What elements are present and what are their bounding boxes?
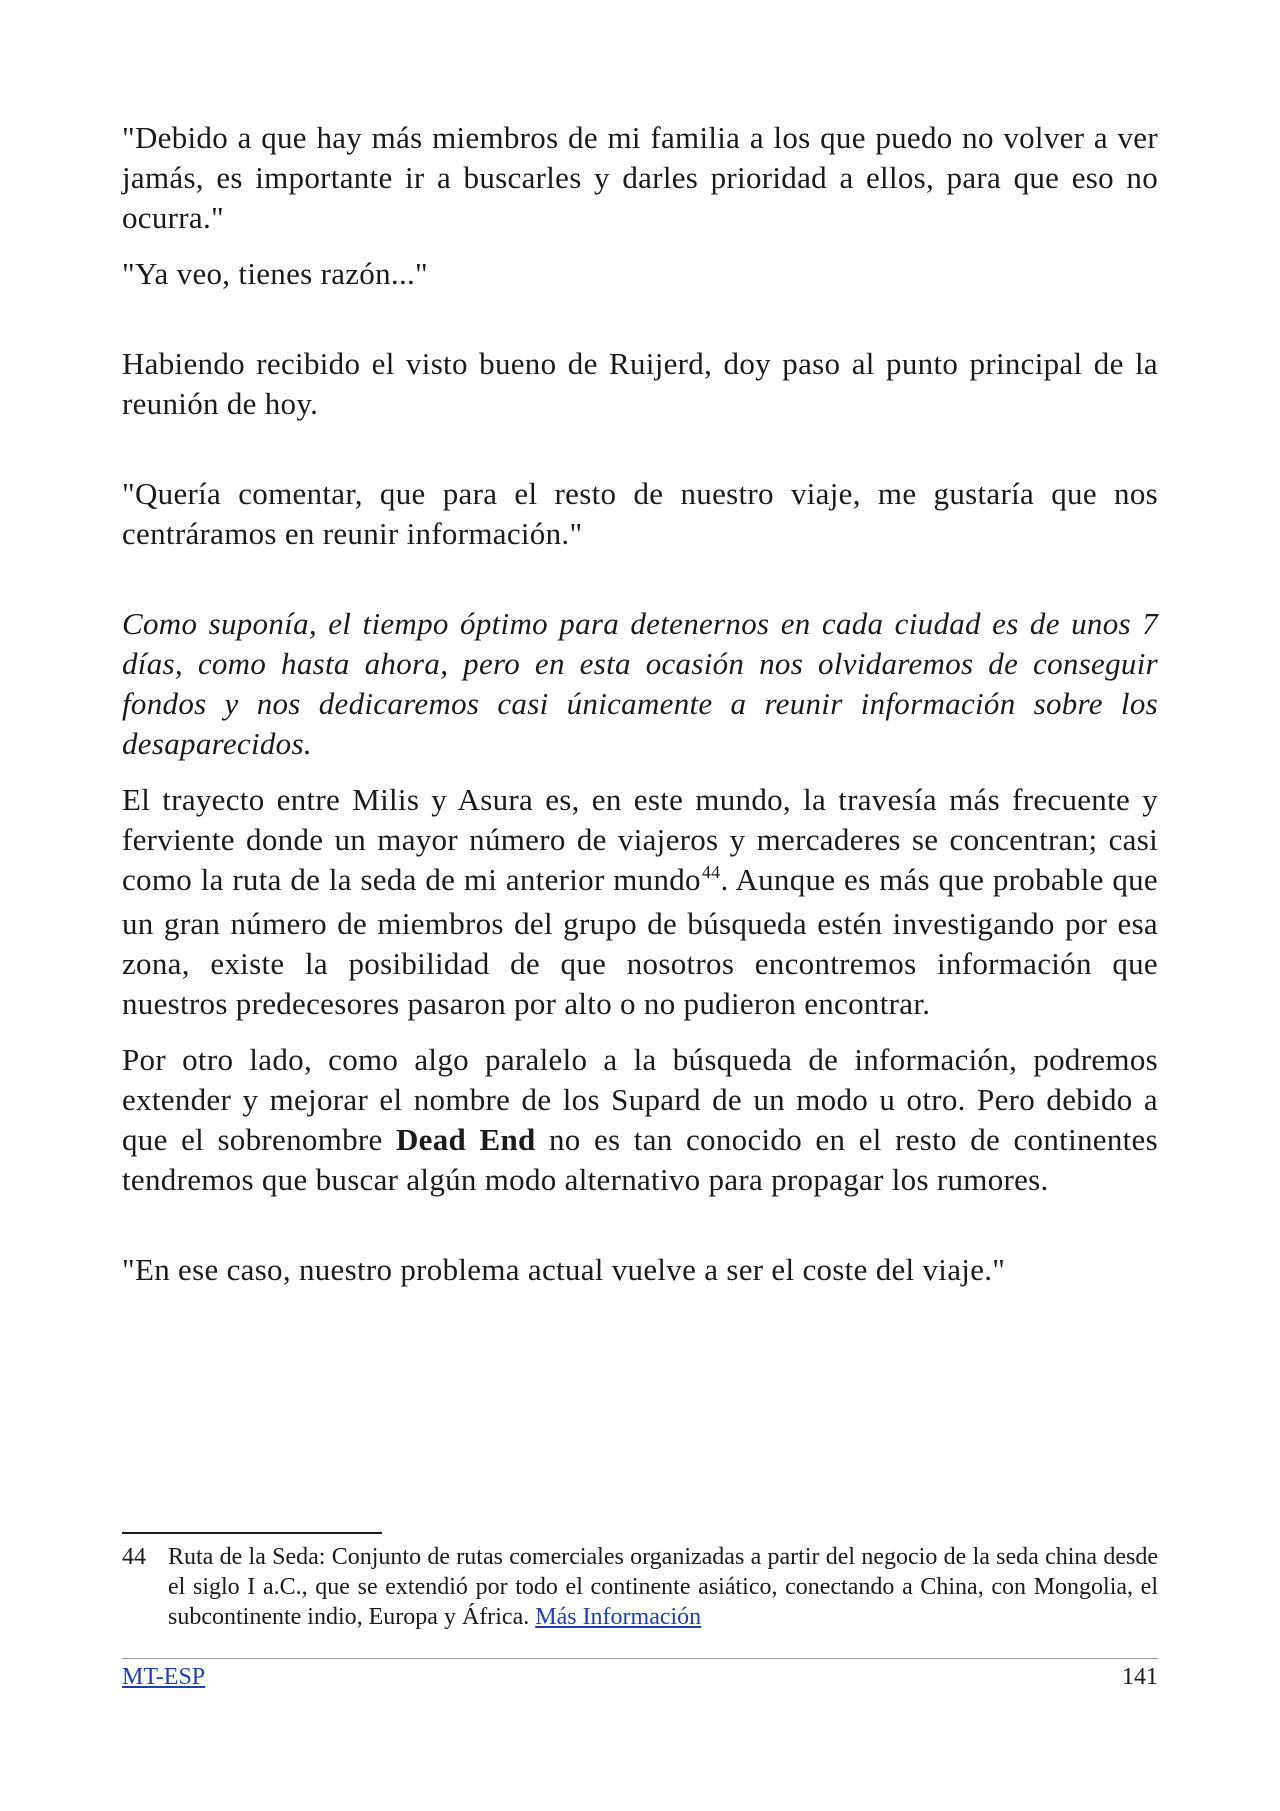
paragraph-narration-2 xyxy=(122,780,1158,1024)
paragraph-narration-1: Habiendo recibido el visto bueno de Ruijerd, doy paso al punto principal de la reunión de hoy. xyxy=(122,346,1158,421)
paragraph-dialogue-1: "Debido a que hay más miembros de mi familia a los que puedo no volver a ver jamás, es importante ir a buscarles y darles prioridad a ellos, para que eso no ocurra." xyxy=(122,120,1158,235)
more-info-link[interactable]: Más Información xyxy=(535,1604,702,1630)
paragraph-dialogue-3: "Quería comentar, que para el resto de nuestro viaje, me gustaría que nos centráramos en reunir información." xyxy=(122,476,1158,551)
paragraph-thought: Como suponía, el tiempo óptimo para detenernos en cada ciudad es de unos 7 días, como hasta ahora, pero en esta ocasión nos olvidaremos de conseguir fondos y nos dedicaremos casi únicamente a reunir información sobre los desaparecidos. xyxy=(122,606,1158,761)
footnote-body xyxy=(168,1542,1158,1632)
paragraph-text: El trayecto entre Milis y Asura es, en este mundo, la travesía más frecuente y ferviente donde un mayor número de viajeros y mercaderes se concentran; casi como la ruta de la seda de mi anterior mundo xyxy=(122,782,1158,897)
footnote xyxy=(122,1542,1158,1632)
footer-separator xyxy=(122,1658,1158,1659)
paragraph-dialogue-2: "Ya veo, tienes razón..." xyxy=(122,256,429,291)
footnote-number: 44 xyxy=(122,1544,146,1570)
paragraph-narration-3 xyxy=(122,1040,1158,1200)
footer-site-link[interactable]: MT-ESP xyxy=(122,1664,206,1690)
paragraph-text: . Aunque es más que probable que un gran número de miembros del grupo de búsqueda estén investigando por esa zona, existe la posibilidad de que nosotros encontremos información que nuestros predecesores pasaron por alto o no pudieron encontrar. xyxy=(122,862,1158,1021)
paragraph-text: Por otro lado, como algo paralelo a la búsqueda de información, podremos extender y mejorar el nombre de los Supard de un modo u otro. Pero debido a que el sobrenombre xyxy=(122,1042,1158,1157)
page-content xyxy=(122,118,1158,1290)
paragraph-dialogue-4: "En ese caso, nuestro problema actual vuelve a ser el coste del viaje." xyxy=(122,1252,1006,1287)
footnote-separator xyxy=(122,1532,382,1534)
bold-nickname: Dead End xyxy=(396,1122,536,1157)
paragraph-text: no es tan conocido en el resto de continentes tendremos que buscar algún modo alternativo para propagar los rumores. xyxy=(122,1122,1158,1197)
footnote-reference[interactable]: 44 xyxy=(701,862,721,882)
page-number: 141 xyxy=(1122,1664,1158,1690)
footnote-text: Ruta de la Seda: Conjunto de rutas comerciales organizadas a partir del negocio de la seda china desde el siglo I a.C., que se extendió por todo el continente asiático, conectando a China, con Mongolia, el subcontinente indio, Europa y África. xyxy=(168,1544,1158,1630)
